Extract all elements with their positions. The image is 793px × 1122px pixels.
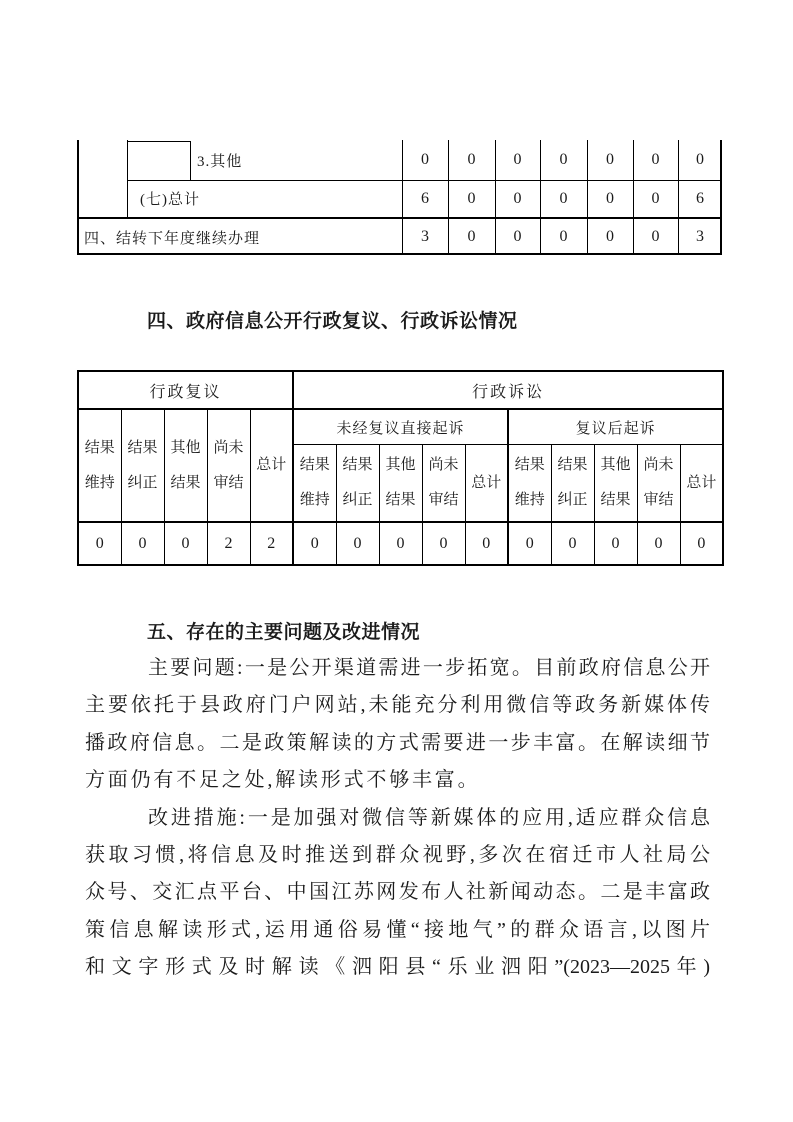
row-label: 四、结转下年度继续办理 [84,230,261,247]
table-cell: 0 [513,151,522,168]
table-cell: 3 [421,228,429,245]
table-cell: 0 [551,522,594,565]
review-litigation-table [77,370,724,566]
column-header: 结果维持 [78,409,121,522]
table-cell: 3 [696,228,704,245]
table-cell: 0 [465,522,508,565]
paragraph-line: 策信息解读形式,运用通俗易懂“接地气”的群众语言,以图片 [85,918,710,941]
column-header: 总计 [680,445,723,523]
subcell-box-top-rule [127,141,191,142]
table-cell: 0 [164,522,207,565]
column-header: 结果维持 [293,445,336,523]
column-header: 其他结果 [594,445,637,523]
group-header-reconsideration: 行政复议 [78,371,293,409]
table-cell: 0 [78,522,121,565]
column-header: 结果维持 [508,445,551,523]
column-header: 结果纠正 [121,409,164,522]
table-cell: 0 [594,522,637,565]
section5-heading: 五、存在的主要问题及改进情况 [147,622,421,643]
table-cell: 6 [696,189,704,207]
table-cell: 0 [379,522,422,565]
table-cell: 0 [293,522,336,565]
body-text [85,650,710,987]
table-cell: 0 [559,228,568,245]
table-cell: 0 [696,151,704,168]
table-cell: 0 [336,522,379,565]
table-cell: 0 [513,189,522,207]
column-header: 其他结果 [379,445,422,523]
column-header: 结果纠正 [551,445,594,523]
subgroup-header-after-review-suit: 复议后起诉 [508,409,723,445]
subcell-box-right-rule [190,141,191,180]
table-cell: 0 [559,189,568,207]
paragraph-line: 众号、交汇点平台、中国江苏网发布人社新闻动态。二是丰富政 [85,881,710,904]
table-cell: 0 [651,189,660,207]
section4-heading: 四、政府信息公开行政复议、行政诉讼情况 [147,311,518,332]
column-header: 尚未审结 [207,409,250,522]
table-cell: 0 [508,522,551,565]
table-cell: 0 [467,228,476,245]
column-header: 总计 [465,445,508,523]
table-cell: 0 [606,189,614,207]
row-label: (七)总计 [140,192,200,208]
table-cell: 0 [680,522,723,565]
table-cell: 0 [651,228,660,245]
row-label: 3.其他 [197,153,243,170]
paragraph-line: 方面仍有不足之处,解读形式不够丰富。 [85,769,481,792]
table-cell: 0 [606,151,614,168]
paragraph-line: 主要问题:一是公开渠道需进一步拓宽。目前政府信息公开 [148,657,710,679]
table-cell: 0 [422,522,465,565]
paragraph-line: 改进措施:一是加强对微信等新媒体的应用,适应群众信息 [148,806,710,829]
group-header-litigation: 行政诉讼 [293,371,723,409]
table-cell: 0 [637,522,680,565]
table-cell: 2 [250,522,293,565]
table-cell: 0 [606,228,614,245]
column-header: 尚未审结 [422,445,465,523]
table-cell: 0 [121,522,164,565]
table-cell: 0 [467,151,476,168]
table-cell: 6 [421,189,429,207]
column-header: 其他结果 [164,409,207,522]
paragraph-line: 获取习惯,将信息及时推送到群众视野,多次在宿迁市人社局公 [85,843,710,866]
paragraph-line: 播政府信息。二是政策解读的方式需要进一步丰富。在解读细节 [85,731,710,754]
table-border-left [77,140,79,255]
table-cell: 0 [513,228,522,245]
table-cell: 2 [207,522,250,565]
table-cell: 0 [559,151,568,168]
table-cell: 0 [421,151,429,168]
paragraph-line: 主要依托于县政府门户网站,未能充分利用微信等政务新媒体传 [85,694,710,717]
subgroup-header-direct-suit: 未经复议直接起诉 [293,409,508,445]
paragraph-line: 和文字形式及时解读《泗阳县“乐业泗阳”(2023—2025年) [85,956,710,979]
table-cell: 0 [467,189,476,207]
column-header: 结果纠正 [336,445,379,523]
column-header: 总计 [250,409,293,522]
column-header: 尚未审结 [637,445,680,523]
carryover-table [77,140,722,255]
table-cell: 0 [651,151,660,168]
